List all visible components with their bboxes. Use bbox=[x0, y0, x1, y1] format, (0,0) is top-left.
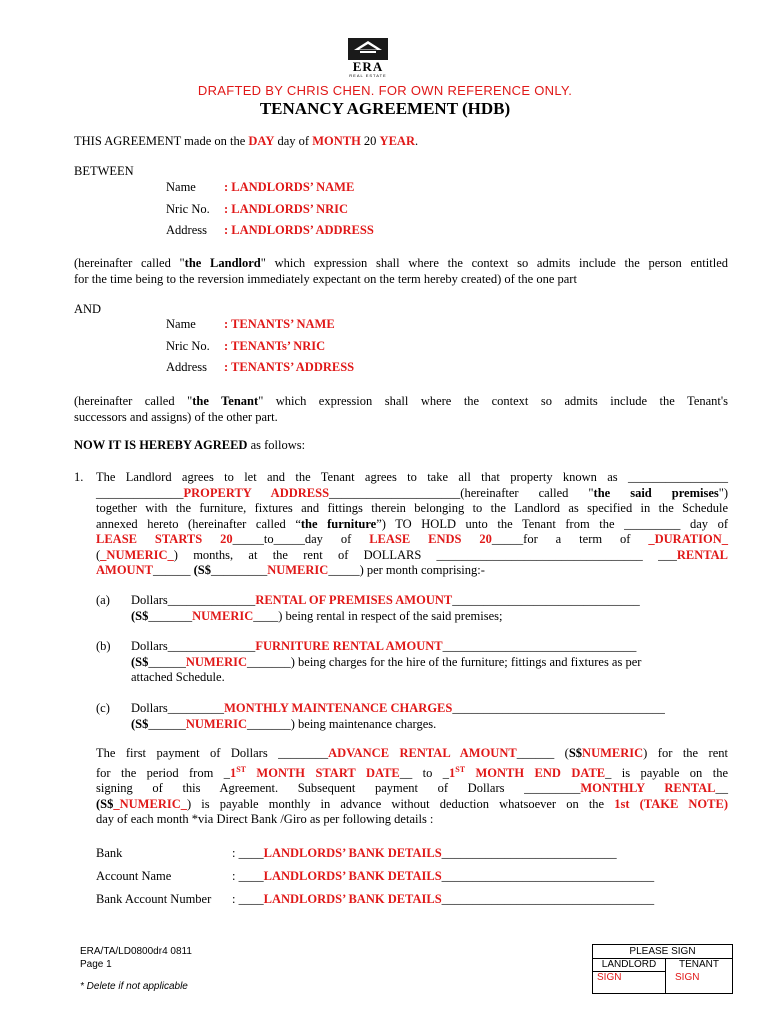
landlord-name-label: Name bbox=[166, 180, 196, 194]
bank-value: : ____LANDLORDS’ BANK DETAILS____________________________ bbox=[232, 846, 617, 860]
tenant-clause: (hereinafter called "the Tenant" which expression shall where the context so admits include the Tenant's successors and assigns) of the other part. bbox=[74, 394, 729, 424]
sub-b-label: (b) bbox=[96, 639, 111, 653]
tenant-sign-field[interactable]: SIGN bbox=[675, 972, 700, 983]
sign-box-tenant: TENANT bbox=[679, 959, 719, 970]
between-heading: BETWEEN bbox=[74, 164, 134, 178]
sub-a-label: (a) bbox=[96, 593, 110, 607]
house-icon bbox=[348, 38, 388, 60]
sign-box-divider bbox=[665, 959, 666, 993]
tenant-address-value: : TENANTS’ ADDRESS bbox=[224, 360, 355, 374]
landlord-nric-value: : LANDLORDS’ NRIC bbox=[224, 202, 349, 216]
page-title: TENANCY AGREEMENT (HDB) bbox=[259, 99, 511, 118]
sign-box-landlord: LANDLORD bbox=[601, 959, 657, 970]
footer-code: ERA/TA/LD0800dr4 0811 bbox=[80, 946, 192, 957]
account-name-label: Account Name bbox=[96, 869, 172, 883]
sign-box-header: PLEASE SIGN bbox=[593, 945, 732, 959]
account-number-label: Bank Account Number bbox=[96, 892, 212, 906]
clause-1: The Landlord agrees to let and the Tenant agrees to take all that property known as ________________ ______________PROPERTY ADDRESS_____________________(hereinafter called "the said premises") together with the furniture, fixtures and fittings therein belonging to the Landlord as specified in the Schedule annexed hereto (hereinafter called “the furniture”) TO HOLD unto the Tenant from the _________ day of LEASE STARTS 20_____to_____day of LEASE ENDS 20_____for a term of _DURATION_ (_NUMERIC_) months, at the rent of DOLLARS _________________________________ ___RENTAL AMOUNT______ (S$_________NUMERIC_____) per month comprising:- bbox=[96, 470, 729, 577]
sub-c-label: (c) bbox=[96, 701, 110, 715]
footer-page: Page 1 bbox=[80, 959, 112, 970]
landlord-clause: (hereinafter called "the Landlord" which expression shall where the context so admits include the person entitled for the time being to the reversion immediately expectant on the term hereby created) of the one part bbox=[74, 256, 728, 286]
tenant-address-label: Address bbox=[166, 360, 207, 374]
and-heading: AND bbox=[74, 302, 102, 316]
landlord-address-value: : LANDLORDS’ ADDRESS bbox=[224, 223, 374, 237]
bank-label: Bank bbox=[96, 846, 123, 860]
clause-1-number: 1. bbox=[74, 470, 84, 484]
landlord-name-value: : LANDLORDS’ NAME bbox=[224, 180, 355, 194]
logo-sub: REAL ESTATE bbox=[349, 73, 387, 78]
sign-box bbox=[592, 944, 733, 994]
tenant-nric-value: : TENANTs’ NRIC bbox=[224, 339, 326, 353]
drafted-note: DRAFTED BY CHRIS CHEN. FOR OWN REFERENCE ONLY. bbox=[197, 83, 573, 98]
logo-name: ERA bbox=[352, 59, 384, 74]
footer-note: * Delete if not applicable bbox=[80, 981, 188, 992]
intro-line: THIS AGREEMENT made on the DAY day of MONTH 20 YEAR. bbox=[74, 134, 419, 148]
account-number-value: : ____LANDLORDS’ BANK DETAILS__________________________________ bbox=[232, 892, 655, 906]
agreed-heading: NOW IT IS HEREBY AGREED as follows: bbox=[74, 438, 306, 452]
tenant-name-value: : TENANTS’ NAME bbox=[224, 317, 335, 331]
landlord-address-label: Address bbox=[166, 223, 207, 237]
sub-b: Dollars______________FURNITURE RENTAL AMOUNT_______________________________ (S$______NUMERIC_______) being charges for the hire of the furniture; fittings and fixtures as per attached Schedule. bbox=[131, 639, 642, 684]
tenant-name-label: Name bbox=[166, 317, 196, 331]
payment-clause: The first payment of Dollars ________ADVANCE RENTAL AMOUNT______ (S$NUMERIC) for the rent for the period from _1ST MONTH START DATE__ to _1ST MONTH END DATE_ is payable on the signing of this Agreement. Subsequent payment of Dollars _________MONTHLY RENTAL__ (S$_NUMERIC_) is payable monthly in advance without deduction whatsoever on the 1st (TAKE NOTE) day of each month *via Direct Bank /Giro as per following details : bbox=[96, 746, 729, 827]
sub-a: Dollars______________RENTAL OF PREMISES AMOUNT______________________________ (S$_______NUMERIC____) being rental in respect of the said premises; bbox=[131, 593, 640, 623]
sub-c: Dollars_________MONTHLY MAINTENANCE CHARGES__________________________________ (S$______NUMERIC_______) being maintenance charges. bbox=[131, 701, 665, 731]
landlord-nric-label: Nric No. bbox=[166, 202, 210, 216]
landlord-sign-field[interactable]: SIGN bbox=[597, 972, 622, 983]
tenant-nric-label: Nric No. bbox=[166, 339, 210, 353]
account-name-value: : ____LANDLORDS’ BANK DETAILS__________________________________ bbox=[232, 869, 655, 883]
era-logo bbox=[345, 38, 391, 78]
